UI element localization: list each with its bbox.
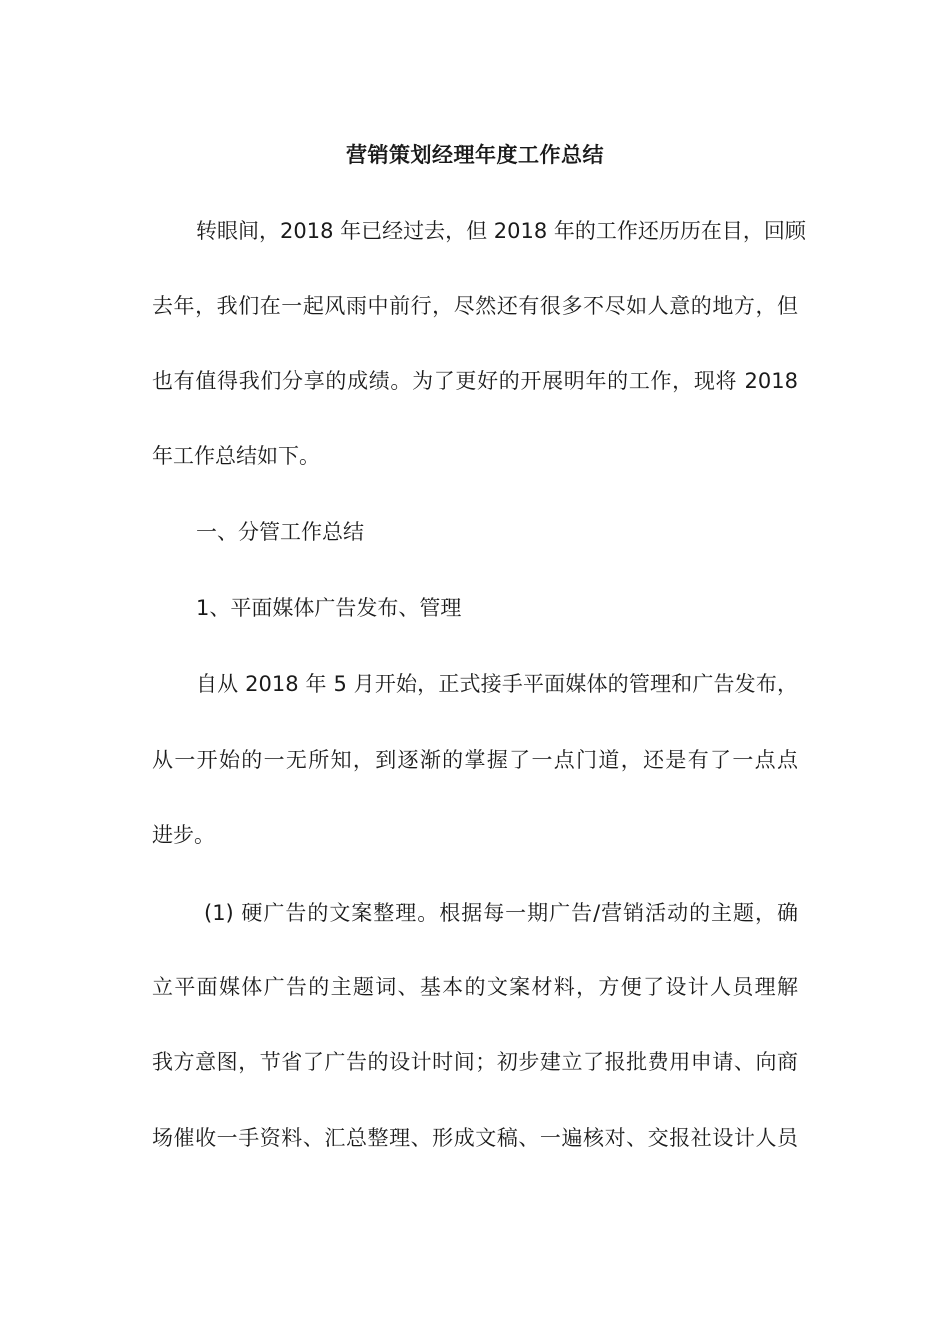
paragraph-line: 进步。 [152, 823, 215, 847]
paragraph-line: (1) 硬广告的文案整理。根据每一期广告/营销活动的主题，确 [204, 901, 798, 925]
paragraph-line: 转眼间，2018 年已经过去，但 2018 年的工作还历历在目，回顾 [196, 219, 806, 243]
paragraph-line: 场催收一手资料、汇总整理、形成文稿、一遍核对、交报社设计人员 [152, 1126, 798, 1150]
paragraph-line: 去年，我们在一起风雨中前行，尽然还有很多不尽如人意的地方，但 [152, 294, 798, 318]
paragraph-line: 立平面媒体广告的主题词、基本的文案材料，方便了设计人员理解 [152, 975, 798, 999]
section-heading: 一、分管工作总结 [196, 520, 364, 544]
paragraph-line: 自从 2018 年 5 月开始，正式接手平面媒体的管理和广告发布， [196, 672, 798, 696]
paragraph-line: 我方意图，节省了广告的设计时间；初步建立了报批费用申请、向商 [152, 1050, 798, 1074]
subsection-heading: 1、平面媒体广告发布、管理 [196, 596, 462, 620]
paragraph-line: 也有值得我们分享的成绩。为了更好的开展明年的工作，现将 2018 [152, 369, 798, 393]
document-title: 营销策划经理年度工作总结 [346, 143, 604, 167]
paragraph-line: 年工作总结如下。 [152, 444, 320, 468]
paragraph-line: 从一开始的一无所知，到逐渐的掌握了一点门道，还是有了一点点 [152, 748, 798, 772]
